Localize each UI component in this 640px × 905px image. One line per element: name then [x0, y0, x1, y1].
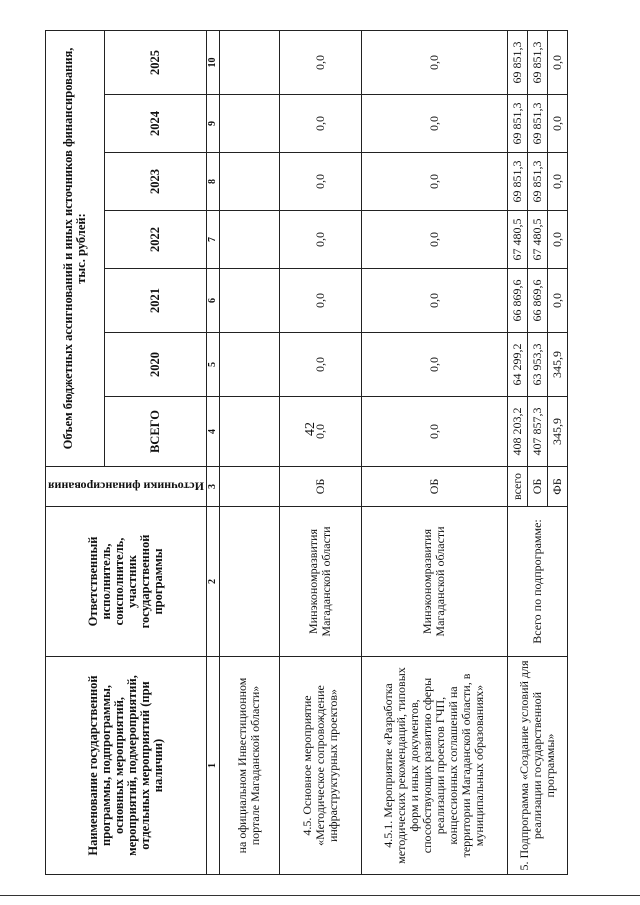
col-number: 4 — [206, 397, 219, 467]
value-2021: 0,0 — [279, 269, 361, 333]
col-number: 8 — [206, 153, 219, 211]
value-total — [219, 397, 279, 467]
funding-table — [45, 30, 568, 875]
header-year-2024: 2024 — [104, 95, 206, 153]
value-2024: 0,0 — [279, 95, 361, 153]
value-2020: 345,9 — [547, 333, 567, 397]
col-number: 7 — [206, 211, 219, 269]
value-2023 — [219, 153, 279, 211]
row-name: 4.5. Основное мероприятие «Методическое сопровождение инфраструктурных проектов» — [279, 657, 361, 875]
header-year-2025: 2025 — [104, 30, 206, 94]
header-executor: Ответственный исполнитель, соисполнитель, участник государственной программы — [46, 507, 207, 657]
value-2025 — [219, 30, 279, 94]
value-total: 0,0 — [279, 397, 361, 467]
value-2021: 0,0 — [547, 269, 567, 333]
value-2021: 0,0 — [361, 269, 507, 333]
value-2022 — [219, 211, 279, 269]
value-2020: 64 299,2 — [507, 333, 527, 397]
value-2020 — [219, 333, 279, 397]
value-2024: 69 851,3 — [507, 95, 527, 153]
value-2022: 67 480,5 — [527, 211, 547, 269]
page-number: 42 — [303, 422, 318, 436]
value-total: 0,0 — [361, 397, 507, 467]
header-year-2021: 2021 — [104, 269, 206, 333]
value-2023: 69 851,3 — [527, 153, 547, 211]
col-number: 3 — [206, 467, 219, 507]
subprogram-row — [507, 30, 527, 874]
col-number: 6 — [206, 269, 219, 333]
header-source: Источники финансирования — [46, 467, 207, 507]
row-source: ОБ — [527, 467, 547, 507]
value-2021: 66 869,6 — [527, 269, 547, 333]
value-2025: 0,0 — [361, 30, 507, 94]
row-source: ОБ — [279, 467, 361, 507]
value-total: 345,9 — [547, 397, 567, 467]
row-source: ФБ — [547, 467, 567, 507]
col-number: 9 — [206, 95, 219, 153]
header-year-2020: 2020 — [104, 333, 206, 397]
value-2021 — [219, 269, 279, 333]
row-source — [219, 467, 279, 507]
col-number: 1 — [206, 657, 219, 875]
col-number: 2 — [206, 507, 219, 657]
rotated-table-wrapper — [45, 31, 579, 875]
value-total: 408 203,2 — [507, 397, 527, 467]
subprogram-executor: Всего по подпрограмме: — [507, 507, 567, 657]
value-2025: 69 851,3 — [527, 30, 547, 94]
col-number: 5 — [206, 333, 219, 397]
row-source: всего — [507, 467, 527, 507]
value-2020: 63 953,3 — [527, 333, 547, 397]
row-executor: Минэкономразвития Магаданской области — [361, 507, 507, 657]
value-2023: 0,0 — [547, 153, 567, 211]
header-total: ВСЕГО — [104, 397, 206, 467]
value-2023: 69 851,3 — [507, 153, 527, 211]
value-2023: 0,0 — [279, 153, 361, 211]
value-2022: 0,0 — [547, 211, 567, 269]
value-2024 — [219, 95, 279, 153]
value-total: 407 857,3 — [527, 397, 547, 467]
row-name: 4.5.1. Мероприятие «Разработка методических рекомендаций, типовых форм и иных документов, способствующих развитию сферы реализации проектов ГЧП, концессионных соглашений на территории Магаданской области, в муниципальных образованиях» — [361, 657, 507, 875]
value-2023: 0,0 — [361, 153, 507, 211]
value-2025: 69 851,3 — [507, 30, 527, 94]
footer-rule — [0, 895, 640, 896]
value-2021: 66 869,6 — [507, 269, 527, 333]
value-2024: 69 851,3 — [527, 95, 547, 153]
row-executor — [219, 507, 279, 657]
value-2022: 0,0 — [361, 211, 507, 269]
value-2024: 0,0 — [361, 95, 507, 153]
value-2025: 0,0 — [279, 30, 361, 94]
table-row — [361, 30, 507, 874]
table-row — [219, 30, 279, 874]
header-year-2022: 2022 — [104, 211, 206, 269]
header-year-2023: 2023 — [104, 153, 206, 211]
row-name: на официальном Инвестиционном портале Магаданской области» — [219, 657, 279, 875]
header-funding-group: Объем бюджетных ассигнований и иных источников финансирования, тыс. рублей: — [46, 30, 105, 466]
value-2024: 0,0 — [547, 95, 567, 153]
table-row — [279, 30, 361, 874]
value-2025: 0,0 — [547, 30, 567, 94]
row-executor: Минэкономразвития Магаданской области — [279, 507, 361, 657]
value-2022: 0,0 — [279, 211, 361, 269]
value-2022: 67 480,5 — [507, 211, 527, 269]
row-source: ОБ — [361, 467, 507, 507]
col-number: 10 — [206, 30, 219, 94]
value-2020: 0,0 — [361, 333, 507, 397]
subprogram-name: 5. Подпрограмма «Создание условий для реализации государственной программы» — [507, 657, 567, 875]
value-2020: 0,0 — [279, 333, 361, 397]
header-name: Наименование государственной программы, подпрограммы, основных мероприятий, мероприятий, подмероприятий, отдельных мероприятий (при наличии) — [46, 657, 207, 875]
